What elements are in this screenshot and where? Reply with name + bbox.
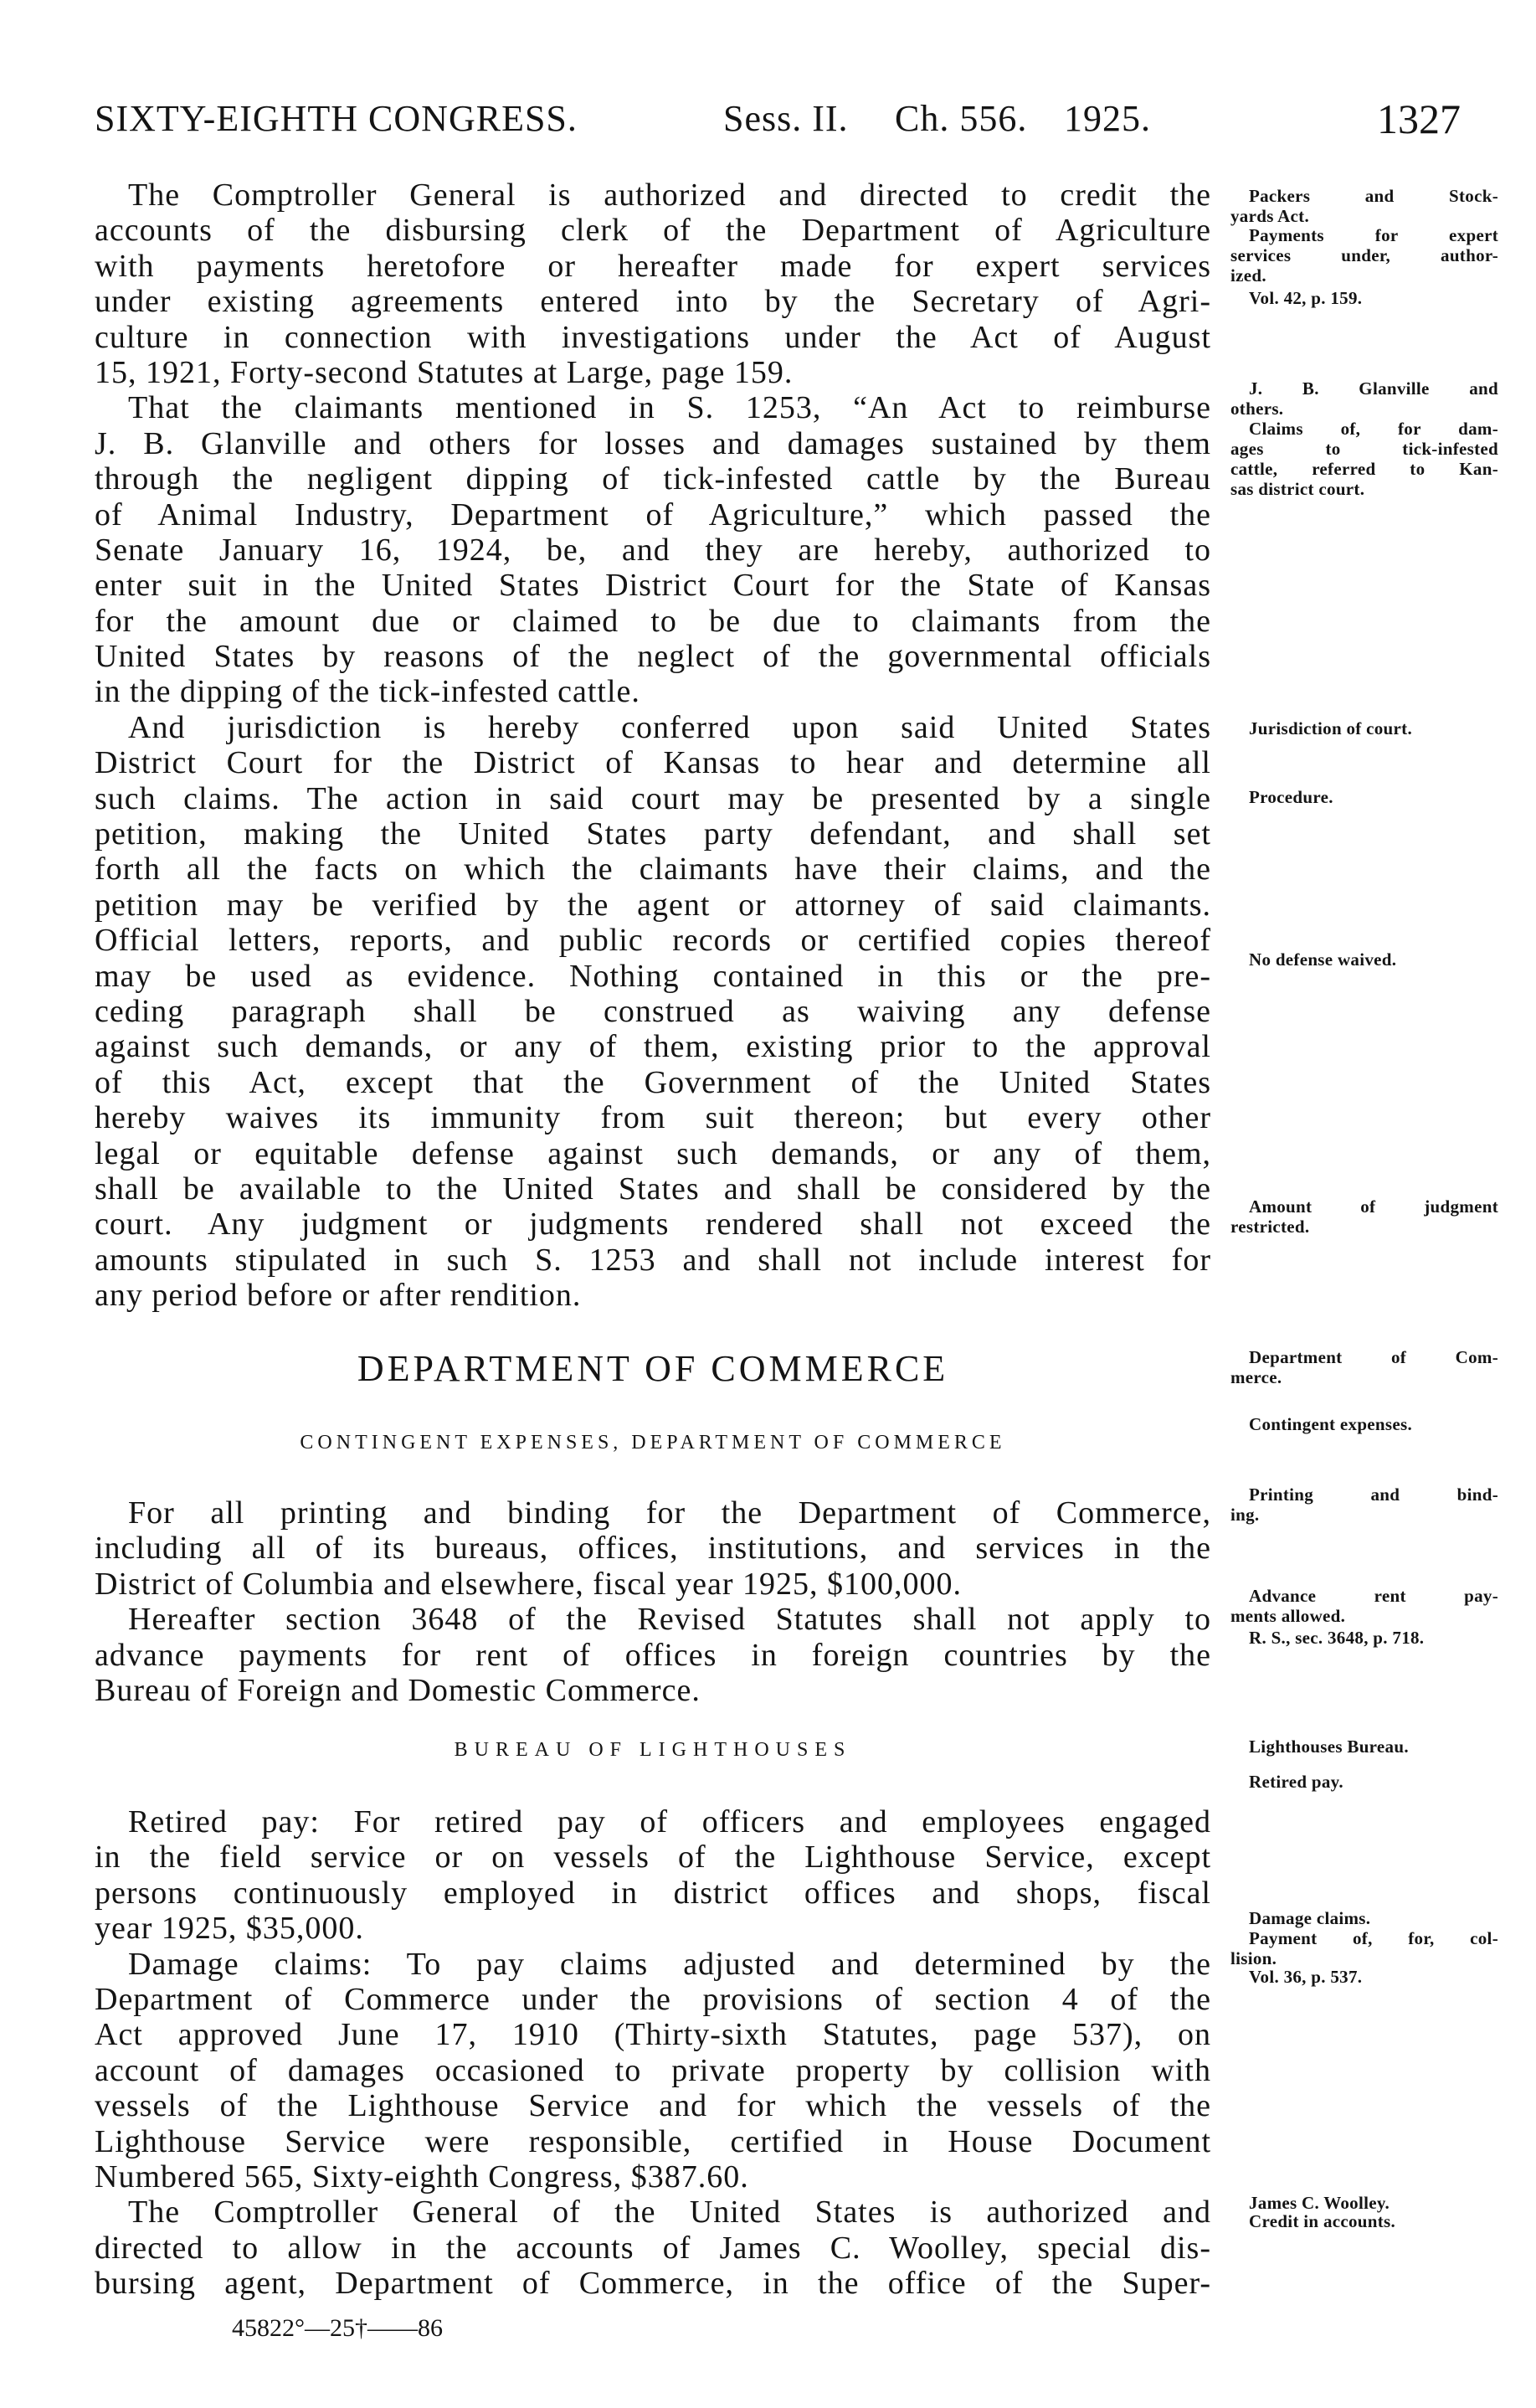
text-line: Contingent expenses. <box>1249 1414 1413 1434</box>
text-line: yards Act. <box>1230 206 1309 226</box>
text-line: services under, author- <box>1230 245 1498 265</box>
page-number: 1327 <box>1377 95 1461 142</box>
text-line: against such demands, or any of them, existing prior to the approval <box>95 1029 1211 1065</box>
text-line: Retired pay: For retired pay of officers and employees engaged <box>128 1804 1211 1839</box>
text-line: year 1925, $35,000. <box>95 1911 364 1947</box>
margin-note <box>1230 1928 1498 1968</box>
text-line: of this Act, except that the Government of the United States <box>95 1064 1211 1100</box>
text-line: Lighthouses Bureau. <box>1249 1737 1409 1757</box>
text-line: Payment of, for, col- <box>1249 1928 1498 1948</box>
text-line: The Comptroller General of the United States is authorized and <box>128 2194 1211 2230</box>
margin-note <box>1230 419 1498 499</box>
text-line: forth all the facts on which the claimants have their claims, and the <box>95 852 1211 888</box>
text-line: Vol. 42, p. 159. <box>1249 288 1363 308</box>
text-line: No defense waived. <box>1249 949 1397 970</box>
text-line: Jurisdiction of court. <box>1249 718 1413 738</box>
paragraph <box>95 710 1211 1314</box>
text-line: For all printing and binding for the Department of Commerce, <box>128 1495 1211 1531</box>
text-line: with payments heretofore or hereafter made for expert services <box>95 248 1211 284</box>
text-line: hereby waives its immunity from suit thereon; but every other <box>95 1100 1211 1136</box>
text-line: United States by reasons of the neglect of the governmental officials <box>95 639 1211 675</box>
text-line: advance payments for rent of offices in foreign countries by the <box>95 1637 1211 1673</box>
text-line: court. Any judgment or judgments rendered shall not exceed the <box>95 1207 1211 1243</box>
margin-note <box>1230 186 1498 226</box>
text-line: Credit in accounts. <box>1249 2211 1396 2231</box>
body-section-lighthouses <box>95 1804 1211 2301</box>
text-line: lision. <box>1230 1948 1277 1968</box>
subheading-bureau-of-lighthouses: BUREAU OF LIGHTHOUSES <box>454 1739 852 1761</box>
text-line: under existing agreements entered into by the Secretary of Agri- <box>95 284 1211 320</box>
text-line: Damage claims. <box>1249 1908 1371 1928</box>
text-line: in the dipping of the tick-infested cattle. <box>95 674 640 710</box>
margin-note <box>1230 1347 1498 1387</box>
margin-note <box>1230 2211 1498 2231</box>
text-line: may be used as evidence. Nothing contained in this or the pre- <box>95 958 1211 994</box>
text-line: District Court for the District of Kansas to hear and determine all <box>95 745 1211 781</box>
text-line: culture in connection with investigations under the Act of August <box>95 319 1211 355</box>
margin-note <box>1230 225 1498 286</box>
text-line: Department of Commerce under the provisions of section 4 of the <box>95 1981 1211 2017</box>
margin-note <box>1230 1414 1498 1434</box>
text-line: for the amount due or claimed to be due to claimants from the <box>95 603 1211 639</box>
text-line: Act approved June 17, 1910 (Thirty-sixth Statutes, page 537), on <box>95 2017 1211 2053</box>
running-head-year: 1925. <box>1064 98 1151 139</box>
text-line: District of Columbia and elsewhere, fiscal year 1925, $100,000. <box>95 1566 962 1602</box>
text-line: R. S., sec. 3648, p. 718. <box>1249 1628 1425 1648</box>
text-line: accounts of the disbursing clerk of the Department of Agriculture <box>95 213 1211 249</box>
text-line: bursing agent, Department of Commerce, in the office of the Super- <box>95 2266 1211 2302</box>
subheading-contingent-expenses: CONTINGENT EXPENSES, DEPARTMENT OF COMMERCE <box>300 1432 1006 1454</box>
margin-note <box>1230 1196 1498 1237</box>
text-line: Payments for expert <box>1249 225 1498 245</box>
margin-note <box>1230 787 1498 807</box>
text-line: others. <box>1230 399 1284 419</box>
paragraph <box>95 178 1211 390</box>
margin-note <box>1230 1484 1498 1525</box>
text-line: shall be available to the United States and shall be considered by the <box>95 1171 1211 1207</box>
text-line: Department of Com- <box>1249 1347 1498 1367</box>
text-line: including all of its bureaus, offices, institutions, and services in the <box>95 1531 1211 1567</box>
text-line: in the field service or on vessels of the Lighthouse Service, except <box>95 1839 1211 1875</box>
text-line: Numbered 565, Sixty-eighth Congress, $387.60. <box>95 2158 749 2194</box>
text-line: merce. <box>1230 1367 1282 1387</box>
text-line: ized. <box>1230 265 1266 286</box>
paragraph <box>95 1495 1211 1602</box>
text-line: And jurisdiction is hereby conferred upon said United States <box>128 709 1211 745</box>
body-section-agriculture <box>95 178 1211 1314</box>
text-line: through the negligent dipping of tick-infested cattle by the Bureau <box>95 461 1211 497</box>
paragraph <box>95 390 1211 710</box>
section-heading-department-of-commerce: DEPARTMENT OF COMMERCE <box>357 1348 949 1389</box>
text-line: Vol. 36, p. 537. <box>1249 1967 1363 1987</box>
text-line: Amount of judgment <box>1249 1196 1498 1217</box>
margin-note <box>1230 2193 1498 2213</box>
text-line: ceding paragraph shall be construed as waiving any defense <box>95 993 1211 1029</box>
text-line: restricted. <box>1230 1217 1310 1237</box>
margin-note <box>1230 378 1498 419</box>
body-section-contingent-expenses <box>95 1495 1211 1708</box>
text-line: persons continuously employed in district offices and shops, fiscal <box>95 1875 1211 1911</box>
margin-note <box>1230 949 1498 970</box>
text-line: Retired pay. <box>1249 1772 1343 1792</box>
margin-note <box>1230 718 1498 738</box>
text-line: ages to tick-infested <box>1230 439 1498 459</box>
paragraph <box>95 2194 1211 2301</box>
text-line: of Animal Industry, Department of Agriculture,” which passed the <box>95 497 1211 533</box>
text-line: vessels of the Lighthouse Service and for which the vessels of the <box>95 2088 1211 2124</box>
text-line: Printing and bind- <box>1249 1484 1498 1505</box>
running-head-session: Sess. II. <box>723 98 849 139</box>
text-line: J. B. Glanville and others for losses and damages sustained by them <box>95 425 1211 461</box>
running-head-chapter: Ch. 556. <box>895 98 1028 139</box>
text-line: amounts stipulated in such S. 1253 and shall not include interest for <box>95 1242 1211 1278</box>
text-line: enter suit in the United States District Court for the State of Kansas <box>95 568 1211 604</box>
text-line: legal or equitable defense against such demands, or any of them, <box>95 1135 1211 1171</box>
text-line: such claims. The action in said court may be presented by a single <box>95 780 1211 816</box>
text-line: Bureau of Foreign and Domestic Commerce. <box>95 1672 701 1708</box>
text-line: Damage claims: To pay claims adjusted and determined by the <box>128 1946 1211 1982</box>
margin-note <box>1230 1628 1498 1648</box>
text-line: Packers and Stock- <box>1249 186 1498 206</box>
text-line: ments allowed. <box>1230 1606 1346 1626</box>
text-line: Procedure. <box>1249 787 1333 807</box>
paragraph <box>95 1947 1211 2195</box>
text-line: The Comptroller General is authorized and directed to credit the <box>128 178 1211 213</box>
text-line: Lighthouse Service were responsible, certified in House Document <box>95 2123 1211 2159</box>
text-line: Senate January 16, 1924, be, and they are hereby, authorized to <box>95 532 1211 568</box>
paragraph <box>95 1804 1211 1947</box>
text-line: any period before or after rendition. <box>95 1278 582 1314</box>
margin-note <box>1230 1737 1498 1757</box>
text-line: cattle, referred to Kan- <box>1230 459 1498 479</box>
text-line: ing. <box>1230 1505 1260 1525</box>
text-line: sas district court. <box>1230 479 1365 499</box>
margin-note <box>1230 1908 1498 1928</box>
text-line: That the claimants mentioned in S. 1253, “An Act to reimburse <box>128 390 1211 426</box>
running-head-congress: SIXTY-EIGHTH CONGRESS. <box>95 98 578 139</box>
text-line: petition, making the United States party defendant, and shall set <box>95 816 1211 852</box>
text-line: Advance rent pay- <box>1249 1586 1498 1606</box>
text-line: account of damages occasioned to private property by collision with <box>95 2052 1211 2088</box>
text-line: directed to allow in the accounts of James C. Woolley, special dis- <box>95 2230 1211 2266</box>
text-line: J. B. Glanville and <box>1249 378 1498 399</box>
text-line: Claims of, for dam- <box>1249 419 1498 439</box>
printer-signature-line: 45822°—25†——86 <box>232 2314 443 2342</box>
text-line: James C. Woolley. <box>1249 2193 1390 2213</box>
text-line: petition may be verified by the agent or attorney of said claimants. <box>95 887 1211 923</box>
margin-note <box>1230 1772 1498 1792</box>
text-line: Official letters, reports, and public records or certified copies thereof <box>95 923 1211 959</box>
margin-note <box>1230 1586 1498 1626</box>
paragraph <box>95 1602 1211 1708</box>
text-line: 15, 1921, Forty-second Statutes at Large, page 159. <box>95 354 794 390</box>
margin-note <box>1230 1967 1498 1987</box>
text-line: Hereafter section 3648 of the Revised Statutes shall not apply to <box>128 1602 1211 1638</box>
margin-note <box>1230 288 1498 308</box>
